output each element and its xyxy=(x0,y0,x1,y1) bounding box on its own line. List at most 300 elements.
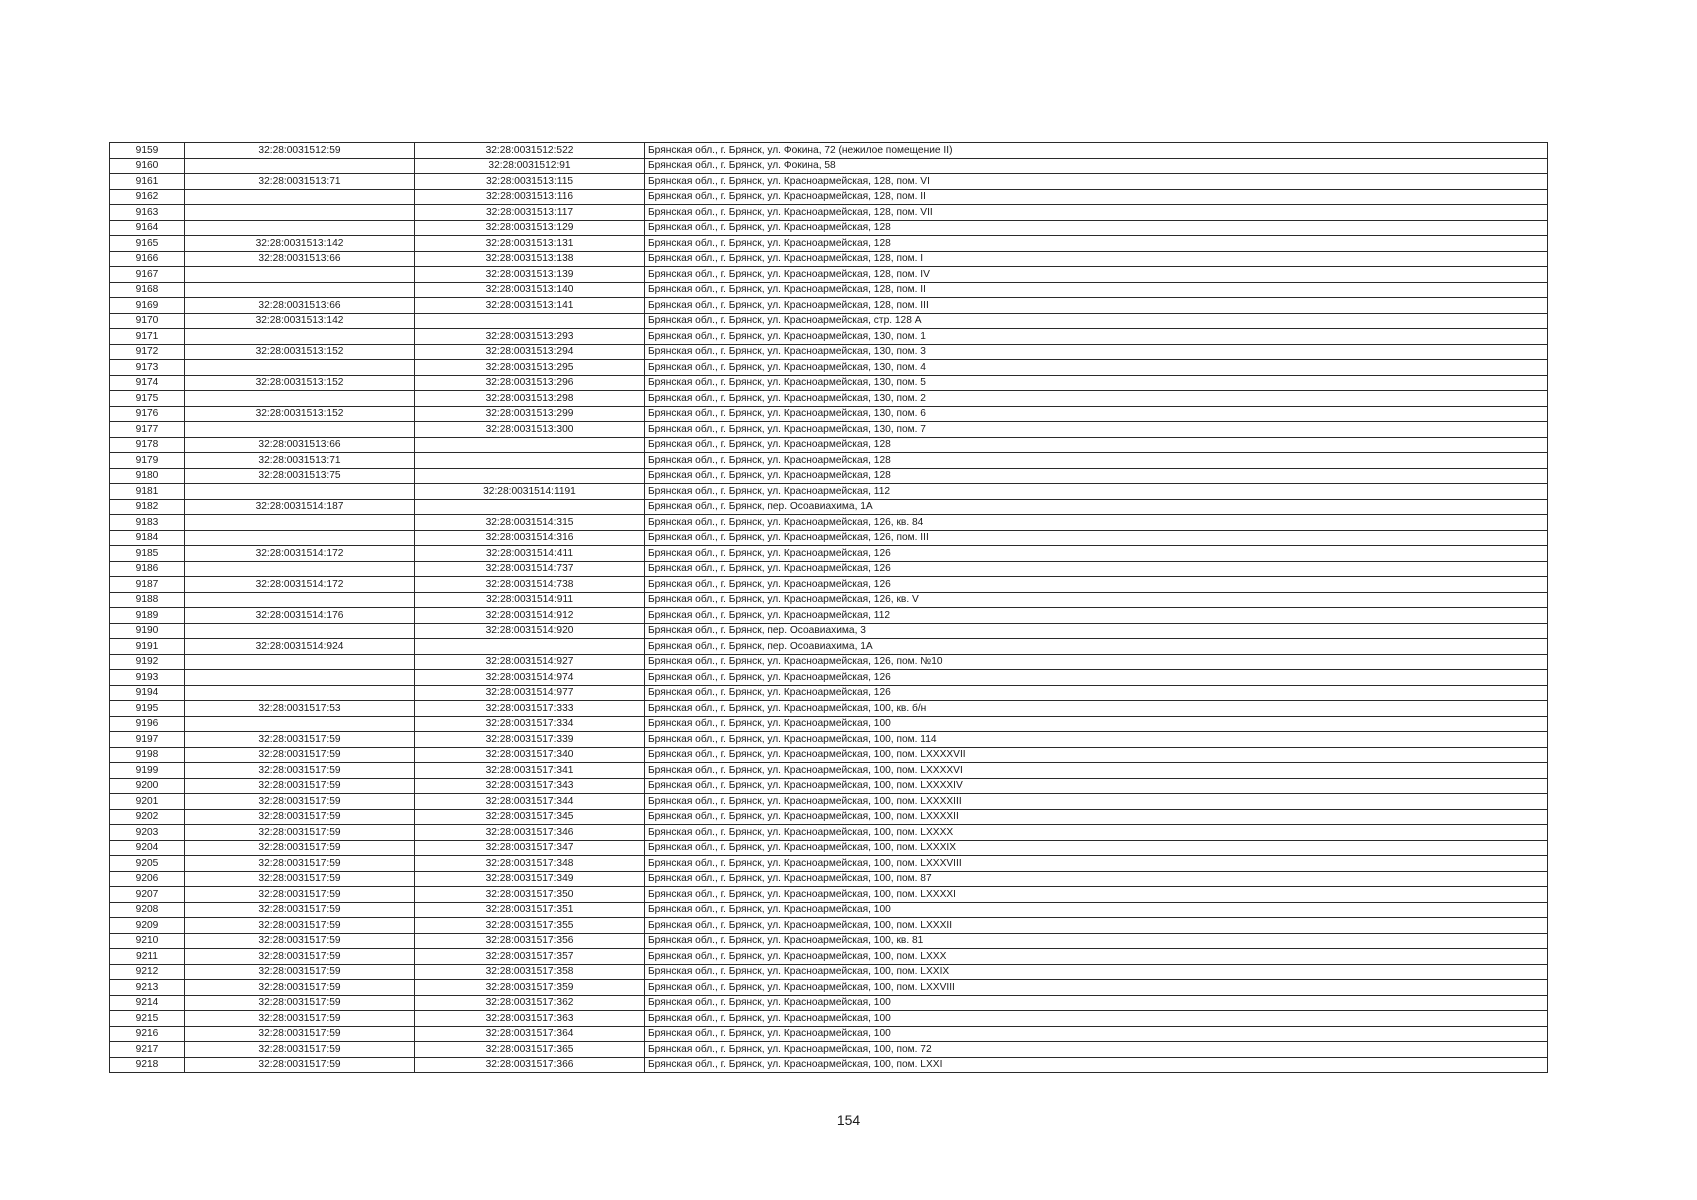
land-plot-number-cell: 32:28:0031513:71 xyxy=(185,174,415,190)
table-row xyxy=(110,639,1548,655)
table-row xyxy=(110,732,1548,748)
address-cell: Брянская обл., г. Брянск, ул. Красноармейская, 100, пом. 87 xyxy=(645,871,1548,887)
cadastral-number-cell xyxy=(415,313,645,329)
table-row xyxy=(110,360,1548,376)
cadastral-number-cell: 32:28:0031513:298 xyxy=(415,391,645,407)
table-row xyxy=(110,623,1548,639)
cadastral-number-cell xyxy=(415,453,645,469)
cadastral-number-cell: 32:28:0031517:363 xyxy=(415,1011,645,1027)
land-plot-number-cell: 32:28:0031517:59 xyxy=(185,825,415,841)
address-cell: Брянская обл., г. Брянск, ул. Красноармейская, 100, пом. LXXXXIV xyxy=(645,778,1548,794)
address-cell: Брянская обл., г. Брянск, ул. Красноармейская, 100, пом. LXXXXII xyxy=(645,809,1548,825)
address-cell: Брянская обл., г. Брянск, ул. Красноармейская, 112 xyxy=(645,608,1548,624)
row-number-cell: 9205 xyxy=(110,856,185,872)
land-plot-number-cell: 32:28:0031517:59 xyxy=(185,778,415,794)
table-row xyxy=(110,716,1548,732)
land-plot-number-cell: 32:28:0031517:59 xyxy=(185,980,415,996)
cadastral-number-cell xyxy=(415,468,645,484)
address-cell: Брянская обл., г. Брянск, ул. Красноармейская, 100, пом. LXXXVIII xyxy=(645,856,1548,872)
table-row xyxy=(110,158,1548,174)
row-number-cell: 9200 xyxy=(110,778,185,794)
cadastral-number-cell: 32:28:0031517:333 xyxy=(415,701,645,717)
table-row xyxy=(110,530,1548,546)
land-plot-number-cell xyxy=(185,685,415,701)
table-row xyxy=(110,174,1548,190)
land-plot-number-cell: 32:28:0031513:66 xyxy=(185,251,415,267)
table-row xyxy=(110,484,1548,500)
row-number-cell: 9181 xyxy=(110,484,185,500)
table-row xyxy=(110,468,1548,484)
table-row xyxy=(110,1011,1548,1027)
row-number-cell: 9169 xyxy=(110,298,185,314)
cadastral-number-cell: 32:28:0031513:294 xyxy=(415,344,645,360)
row-number-cell: 9171 xyxy=(110,329,185,345)
address-cell: Брянская обл., г. Брянск, ул. Красноармейская, 126, пом. №10 xyxy=(645,654,1548,670)
land-plot-number-cell: 32:28:0031513:152 xyxy=(185,375,415,391)
cadastral-number-cell: 32:28:0031513:117 xyxy=(415,205,645,221)
land-plot-number-cell: 32:28:0031513:142 xyxy=(185,313,415,329)
address-cell: Брянская обл., г. Брянск, ул. Красноармейская, 128, пом. III xyxy=(645,298,1548,314)
cadastral-number-cell: 32:28:0031514:927 xyxy=(415,654,645,670)
land-plot-number-cell: 32:28:0031517:59 xyxy=(185,840,415,856)
address-cell: Брянская обл., г. Брянск, ул. Красноармейская, 128, пом. IV xyxy=(645,267,1548,283)
land-plot-number-cell: 32:28:0031517:59 xyxy=(185,794,415,810)
cadastral-number-cell: 32:28:0031513:139 xyxy=(415,267,645,283)
table-row xyxy=(110,577,1548,593)
cadastral-number-cell: 32:28:0031513:115 xyxy=(415,174,645,190)
table-row xyxy=(110,1026,1548,1042)
table-row xyxy=(110,205,1548,221)
table-row xyxy=(110,236,1548,252)
address-cell: Брянская обл., г. Брянск, ул. Красноармейская, 100, пом. LXXXXIII xyxy=(645,794,1548,810)
table-row xyxy=(110,515,1548,531)
address-cell: Брянская обл., г. Брянск, ул. Красноармейская, 128, пом. VII xyxy=(645,205,1548,221)
table-row xyxy=(110,701,1548,717)
cadastral-number-cell: 32:28:0031514:1191 xyxy=(415,484,645,500)
address-cell: Брянская обл., г. Брянск, ул. Красноармейская, 130, пом. 3 xyxy=(645,344,1548,360)
address-cell: Брянская обл., г. Брянск, ул. Красноармейская, 100 xyxy=(645,995,1548,1011)
cadastral-number-cell: 32:28:0031517:334 xyxy=(415,716,645,732)
table-row xyxy=(110,313,1548,329)
land-plot-number-cell: 32:28:0031513:152 xyxy=(185,344,415,360)
row-number-cell: 9179 xyxy=(110,453,185,469)
land-plot-number-cell: 32:28:0031517:59 xyxy=(185,732,415,748)
row-number-cell: 9189 xyxy=(110,608,185,624)
address-cell: Брянская обл., г. Брянск, ул. Красноармейская, 112 xyxy=(645,484,1548,500)
row-number-cell: 9195 xyxy=(110,701,185,717)
row-number-cell: 9167 xyxy=(110,267,185,283)
row-number-cell: 9188 xyxy=(110,592,185,608)
land-plot-number-cell xyxy=(185,716,415,732)
cadastral-number-cell: 32:28:0031513:296 xyxy=(415,375,645,391)
table-row xyxy=(110,267,1548,283)
address-cell: Брянская обл., г. Брянск, ул. Красноармейская, 126 xyxy=(645,670,1548,686)
address-cell: Брянская обл., г. Брянск, ул. Фокина, 58 xyxy=(645,158,1548,174)
land-plot-number-cell xyxy=(185,391,415,407)
cadastral-number-cell: 32:28:0031514:974 xyxy=(415,670,645,686)
table-row xyxy=(110,391,1548,407)
table-row xyxy=(110,437,1548,453)
address-cell: Брянская обл., г. Брянск, ул. Красноармейская, 100, пом. LXXI xyxy=(645,1057,1548,1073)
land-plot-number-cell: 32:28:0031517:59 xyxy=(185,964,415,980)
land-plot-number-cell: 32:28:0031517:59 xyxy=(185,995,415,1011)
address-cell: Брянская обл., г. Брянск, ул. Красноармейская, 126, пом. III xyxy=(645,530,1548,546)
table-row xyxy=(110,189,1548,205)
land-plot-number-cell: 32:28:0031514:172 xyxy=(185,577,415,593)
table-row xyxy=(110,840,1548,856)
table-row xyxy=(110,995,1548,1011)
cadastral-number-cell: 32:28:0031517:343 xyxy=(415,778,645,794)
row-number-cell: 9180 xyxy=(110,468,185,484)
land-plot-number-cell: 32:28:0031517:53 xyxy=(185,701,415,717)
table-row xyxy=(110,561,1548,577)
land-plot-number-cell: 32:28:0031512:59 xyxy=(185,143,415,159)
land-plot-number-cell xyxy=(185,329,415,345)
row-number-cell: 9198 xyxy=(110,747,185,763)
cadastral-number-cell: 32:28:0031514:411 xyxy=(415,546,645,562)
land-plot-number-cell xyxy=(185,267,415,283)
row-number-cell: 9160 xyxy=(110,158,185,174)
cadastral-number-cell: 32:28:0031512:91 xyxy=(415,158,645,174)
row-number-cell: 9213 xyxy=(110,980,185,996)
row-number-cell: 9190 xyxy=(110,623,185,639)
address-cell: Брянская обл., г. Брянск, пер. Осоавиахима, 1А xyxy=(645,639,1548,655)
land-plot-number-cell xyxy=(185,515,415,531)
row-number-cell: 9210 xyxy=(110,933,185,949)
cadastral-number-cell: 32:28:0031517:357 xyxy=(415,949,645,965)
address-cell: Брянская обл., г. Брянск, ул. Красноармейская, 128 xyxy=(645,437,1548,453)
cadastral-number-cell: 32:28:0031517:345 xyxy=(415,809,645,825)
row-number-cell: 9175 xyxy=(110,391,185,407)
land-plot-number-cell xyxy=(185,670,415,686)
address-cell: Брянская обл., г. Брянск, ул. Красноармейская, 128, пом. II xyxy=(645,189,1548,205)
table-row xyxy=(110,887,1548,903)
address-cell: Брянская обл., г. Брянск, ул. Красноармейская, 100 xyxy=(645,716,1548,732)
table-row xyxy=(110,406,1548,422)
row-number-cell: 9193 xyxy=(110,670,185,686)
address-cell: Брянская обл., г. Брянск, ул. Красноармейская, 128, пом. VI xyxy=(645,174,1548,190)
land-plot-number-cell: 32:28:0031517:59 xyxy=(185,1042,415,1058)
cadastral-number-cell: 32:28:0031517:339 xyxy=(415,732,645,748)
land-plot-number-cell xyxy=(185,205,415,221)
address-cell: Брянская обл., г. Брянск, ул. Красноармейская, 100, пом. LXXXX xyxy=(645,825,1548,841)
table-row xyxy=(110,546,1548,562)
address-cell: Брянская обл., г. Брянск, ул. Красноармейская, 100, пом. LXXIX xyxy=(645,964,1548,980)
land-plot-number-cell: 32:28:0031517:59 xyxy=(185,1011,415,1027)
address-cell: Брянская обл., г. Брянск, ул. Красноармейская, 100, пом. LXXXII xyxy=(645,918,1548,934)
address-cell: Брянская обл., г. Брянск, ул. Красноармейская, 128 xyxy=(645,236,1548,252)
registry-table-body xyxy=(110,143,1548,1073)
cadastral-number-cell xyxy=(415,437,645,453)
cadastral-number-cell: 32:28:0031513:293 xyxy=(415,329,645,345)
address-cell: Брянская обл., г. Брянск, ул. Красноармейская, 100, пом. 72 xyxy=(645,1042,1548,1058)
cadastral-number-cell: 32:28:0031517:347 xyxy=(415,840,645,856)
table-row xyxy=(110,871,1548,887)
cadastral-number-cell: 32:28:0031513:299 xyxy=(415,406,645,422)
table-row xyxy=(110,809,1548,825)
address-cell: Брянская обл., г. Брянск, ул. Красноармейская, 130, пом. 1 xyxy=(645,329,1548,345)
row-number-cell: 9177 xyxy=(110,422,185,438)
row-number-cell: 9178 xyxy=(110,437,185,453)
row-number-cell: 9212 xyxy=(110,964,185,980)
table-row xyxy=(110,499,1548,515)
row-number-cell: 9159 xyxy=(110,143,185,159)
table-row xyxy=(110,763,1548,779)
address-cell: Брянская обл., г. Брянск, ул. Красноармейская, 100, пом. LXXVIII xyxy=(645,980,1548,996)
row-number-cell: 9183 xyxy=(110,515,185,531)
table-row xyxy=(110,654,1548,670)
address-cell: Брянская обл., г. Брянск, ул. Красноармейская, 126 xyxy=(645,685,1548,701)
table-row xyxy=(110,143,1548,159)
table-row xyxy=(110,747,1548,763)
table-row xyxy=(110,685,1548,701)
cadastral-number-cell: 32:28:0031512:522 xyxy=(415,143,645,159)
cadastral-number-cell: 32:28:0031517:362 xyxy=(415,995,645,1011)
row-number-cell: 9206 xyxy=(110,871,185,887)
land-plot-number-cell xyxy=(185,623,415,639)
cadastral-number-cell: 32:28:0031517:348 xyxy=(415,856,645,872)
land-plot-number-cell: 32:28:0031514:924 xyxy=(185,639,415,655)
cadastral-number-cell: 32:28:0031517:356 xyxy=(415,933,645,949)
land-plot-number-cell: 32:28:0031517:59 xyxy=(185,902,415,918)
land-plot-number-cell: 32:28:0031513:152 xyxy=(185,406,415,422)
row-number-cell: 9166 xyxy=(110,251,185,267)
land-plot-number-cell: 32:28:0031513:142 xyxy=(185,236,415,252)
cadastral-number-cell: 32:28:0031517:350 xyxy=(415,887,645,903)
row-number-cell: 9176 xyxy=(110,406,185,422)
table-row xyxy=(110,856,1548,872)
cadastral-number-cell: 32:28:0031517:358 xyxy=(415,964,645,980)
table-row xyxy=(110,964,1548,980)
address-cell: Брянская обл., г. Брянск, ул. Красноармейская, 100, пом. LXXX xyxy=(645,949,1548,965)
cadastral-number-cell: 32:28:0031513:295 xyxy=(415,360,645,376)
table-row xyxy=(110,422,1548,438)
table-row xyxy=(110,1042,1548,1058)
row-number-cell: 9172 xyxy=(110,344,185,360)
cadastral-number-cell: 32:28:0031517:351 xyxy=(415,902,645,918)
land-plot-number-cell: 32:28:0031517:59 xyxy=(185,887,415,903)
row-number-cell: 9168 xyxy=(110,282,185,298)
row-number-cell: 9211 xyxy=(110,949,185,965)
land-plot-number-cell: 32:28:0031517:59 xyxy=(185,856,415,872)
table-row xyxy=(110,220,1548,236)
land-plot-number-cell: 32:28:0031513:71 xyxy=(185,453,415,469)
address-cell: Брянская обл., г. Брянск, ул. Красноармейская, 126 xyxy=(645,577,1548,593)
land-plot-number-cell xyxy=(185,484,415,500)
table-row xyxy=(110,794,1548,810)
land-plot-number-cell xyxy=(185,220,415,236)
cadastral-number-cell: 32:28:0031517:349 xyxy=(415,871,645,887)
land-plot-number-cell: 32:28:0031517:59 xyxy=(185,763,415,779)
address-cell: Брянская обл., г. Брянск, ул. Красноармейская, 130, пом. 7 xyxy=(645,422,1548,438)
row-number-cell: 9192 xyxy=(110,654,185,670)
land-plot-number-cell: 32:28:0031517:59 xyxy=(185,933,415,949)
land-plot-number-cell: 32:28:0031517:59 xyxy=(185,1026,415,1042)
cadastral-number-cell: 32:28:0031517:346 xyxy=(415,825,645,841)
address-cell: Брянская обл., г. Брянск, ул. Красноармейская, 126, кв. V xyxy=(645,592,1548,608)
table-row xyxy=(110,329,1548,345)
table-row xyxy=(110,251,1548,267)
address-cell: Брянская обл., г. Брянск, ул. Красноармейская, 128 xyxy=(645,220,1548,236)
table-row xyxy=(110,918,1548,934)
address-cell: Брянская обл., г. Брянск, ул. Красноармейская, 130, пом. 5 xyxy=(645,375,1548,391)
table-row xyxy=(110,375,1548,391)
row-number-cell: 9214 xyxy=(110,995,185,1011)
row-number-cell: 9203 xyxy=(110,825,185,841)
land-plot-number-cell: 32:28:0031514:176 xyxy=(185,608,415,624)
land-plot-number-cell: 32:28:0031517:59 xyxy=(185,918,415,934)
cadastral-number-cell: 32:28:0031513:140 xyxy=(415,282,645,298)
cadastral-number-cell: 32:28:0031517:355 xyxy=(415,918,645,934)
row-number-cell: 9173 xyxy=(110,360,185,376)
address-cell: Брянская обл., г. Брянск, пер. Осоавиахима, 1А xyxy=(645,499,1548,515)
row-number-cell: 9217 xyxy=(110,1042,185,1058)
land-plot-number-cell xyxy=(185,189,415,205)
address-cell: Брянская обл., г. Брянск, пер. Осоавиахима, 3 xyxy=(645,623,1548,639)
address-cell: Брянская обл., г. Брянск, ул. Красноармейская, 126 xyxy=(645,546,1548,562)
cadastral-number-cell: 32:28:0031517:366 xyxy=(415,1057,645,1073)
land-plot-number-cell: 32:28:0031514:172 xyxy=(185,546,415,562)
cadastral-number-cell: 32:28:0031517:359 xyxy=(415,980,645,996)
address-cell: Брянская обл., г. Брянск, ул. Красноармейская, 100 xyxy=(645,1011,1548,1027)
row-number-cell: 9207 xyxy=(110,887,185,903)
row-number-cell: 9218 xyxy=(110,1057,185,1073)
row-number-cell: 9184 xyxy=(110,530,185,546)
row-number-cell: 9194 xyxy=(110,685,185,701)
address-cell: Брянская обл., г. Брянск, ул. Красноармейская, 130, пом. 4 xyxy=(645,360,1548,376)
land-plot-number-cell xyxy=(185,561,415,577)
address-cell: Брянская обл., г. Брянск, ул. Красноармейская, 126 xyxy=(645,561,1548,577)
row-number-cell: 9196 xyxy=(110,716,185,732)
table-row xyxy=(110,298,1548,314)
cadastral-number-cell: 32:28:0031513:129 xyxy=(415,220,645,236)
table-row xyxy=(110,933,1548,949)
cadastral-number-cell: 32:28:0031514:737 xyxy=(415,561,645,577)
table-row xyxy=(110,282,1548,298)
row-number-cell: 9202 xyxy=(110,809,185,825)
land-plot-number-cell: 32:28:0031517:59 xyxy=(185,747,415,763)
land-plot-number-cell xyxy=(185,158,415,174)
address-cell: Брянская обл., г. Брянск, ул. Красноармейская, 100 xyxy=(645,902,1548,918)
cadastral-number-cell: 32:28:0031513:300 xyxy=(415,422,645,438)
land-plot-number-cell xyxy=(185,654,415,670)
row-number-cell: 9204 xyxy=(110,840,185,856)
row-number-cell: 9199 xyxy=(110,763,185,779)
address-cell: Брянская обл., г. Брянск, ул. Красноармейская, 100, пом. LXXXXVI xyxy=(645,763,1548,779)
cadastral-number-cell: 32:28:0031517:365 xyxy=(415,1042,645,1058)
cadastral-number-cell: 32:28:0031514:977 xyxy=(415,685,645,701)
address-cell: Брянская обл., г. Брянск, ул. Красноармейская, 128, пом. II xyxy=(645,282,1548,298)
cadastral-number-cell: 32:28:0031517:364 xyxy=(415,1026,645,1042)
cadastral-number-cell: 32:28:0031517:340 xyxy=(415,747,645,763)
land-plot-number-cell: 32:28:0031513:66 xyxy=(185,437,415,453)
land-plot-number-cell: 32:28:0031513:75 xyxy=(185,468,415,484)
cadastral-number-cell: 32:28:0031513:141 xyxy=(415,298,645,314)
row-number-cell: 9187 xyxy=(110,577,185,593)
table-row xyxy=(110,344,1548,360)
row-number-cell: 9197 xyxy=(110,732,185,748)
table-row xyxy=(110,592,1548,608)
cadastral-number-cell: 32:28:0031514:738 xyxy=(415,577,645,593)
row-number-cell: 9162 xyxy=(110,189,185,205)
row-number-cell: 9163 xyxy=(110,205,185,221)
row-number-cell: 9161 xyxy=(110,174,185,190)
address-cell: Брянская обл., г. Брянск, ул. Красноармейская, 128, пом. I xyxy=(645,251,1548,267)
row-number-cell: 9170 xyxy=(110,313,185,329)
address-cell: Брянская обл., г. Брянск, ул. Красноармейская, 130, пом. 2 xyxy=(645,391,1548,407)
land-plot-number-cell xyxy=(185,282,415,298)
land-plot-number-cell xyxy=(185,360,415,376)
address-cell: Брянская обл., г. Брянск, ул. Красноармейская, 100, кв. б/н xyxy=(645,701,1548,717)
land-plot-number-cell xyxy=(185,592,415,608)
cadastral-number-cell: 32:28:0031514:912 xyxy=(415,608,645,624)
land-plot-number-cell: 32:28:0031517:59 xyxy=(185,949,415,965)
address-cell: Брянская обл., г. Брянск, ул. Красноармейская, 100, пом. 114 xyxy=(645,732,1548,748)
table-row xyxy=(110,608,1548,624)
land-plot-number-cell: 32:28:0031517:59 xyxy=(185,871,415,887)
cadastral-number-cell xyxy=(415,639,645,655)
row-number-cell: 9174 xyxy=(110,375,185,391)
land-plot-number-cell: 32:28:0031514:187 xyxy=(185,499,415,515)
row-number-cell: 9201 xyxy=(110,794,185,810)
table-row xyxy=(110,1057,1548,1073)
cadastral-number-cell: 32:28:0031513:116 xyxy=(415,189,645,205)
cadastral-number-cell: 32:28:0031513:138 xyxy=(415,251,645,267)
row-number-cell: 9185 xyxy=(110,546,185,562)
address-cell: Брянская обл., г. Брянск, ул. Красноармейская, 100 xyxy=(645,1026,1548,1042)
address-cell: Брянская обл., г. Брянск, ул. Красноармейская, 100, пом. LXXXXVII xyxy=(645,747,1548,763)
table-row xyxy=(110,949,1548,965)
address-cell: Брянская обл., г. Брянск, ул. Красноармейская, стр. 128 А xyxy=(645,313,1548,329)
table-row xyxy=(110,902,1548,918)
cadastral-number-cell: 32:28:0031514:315 xyxy=(415,515,645,531)
land-plot-number-cell xyxy=(185,422,415,438)
row-number-cell: 9186 xyxy=(110,561,185,577)
cadastral-number-cell: 32:28:0031514:920 xyxy=(415,623,645,639)
table-row xyxy=(110,778,1548,794)
land-plot-number-cell: 32:28:0031517:59 xyxy=(185,809,415,825)
table-row xyxy=(110,980,1548,996)
row-number-cell: 9208 xyxy=(110,902,185,918)
land-plot-number-cell xyxy=(185,530,415,546)
row-number-cell: 9209 xyxy=(110,918,185,934)
row-number-cell: 9191 xyxy=(110,639,185,655)
cadastral-number-cell: 32:28:0031513:131 xyxy=(415,236,645,252)
cadastral-number-cell: 32:28:0031514:911 xyxy=(415,592,645,608)
table-row xyxy=(110,670,1548,686)
row-number-cell: 9165 xyxy=(110,236,185,252)
registry-table xyxy=(109,142,1548,1073)
land-plot-number-cell: 32:28:0031517:59 xyxy=(185,1057,415,1073)
cadastral-number-cell: 32:28:0031517:341 xyxy=(415,763,645,779)
row-number-cell: 9164 xyxy=(110,220,185,236)
address-cell: Брянская обл., г. Брянск, ул. Фокина, 72 (нежилое помещение II) xyxy=(645,143,1548,159)
cadastral-number-cell xyxy=(415,499,645,515)
table-row xyxy=(110,825,1548,841)
page-number: 154 xyxy=(836,1112,861,1128)
cadastral-number-cell: 32:28:0031517:344 xyxy=(415,794,645,810)
table-row xyxy=(110,453,1548,469)
row-number-cell: 9182 xyxy=(110,499,185,515)
address-cell: Брянская обл., г. Брянск, ул. Красноармейская, 100, пом. LXXXXI xyxy=(645,887,1548,903)
address-cell: Брянская обл., г. Брянск, ул. Красноармейская, 100, кв. 81 xyxy=(645,933,1548,949)
address-cell: Брянская обл., г. Брянск, ул. Красноармейская, 128 xyxy=(645,453,1548,469)
cadastral-number-cell: 32:28:0031514:316 xyxy=(415,530,645,546)
address-cell: Брянская обл., г. Брянск, ул. Красноармейская, 130, пом. 6 xyxy=(645,406,1548,422)
address-cell: Брянская обл., г. Брянск, ул. Красноармейская, 100, пом. LXXXIX xyxy=(645,840,1548,856)
address-cell: Брянская обл., г. Брянск, ул. Красноармейская, 126, кв. 84 xyxy=(645,515,1548,531)
row-number-cell: 9216 xyxy=(110,1026,185,1042)
